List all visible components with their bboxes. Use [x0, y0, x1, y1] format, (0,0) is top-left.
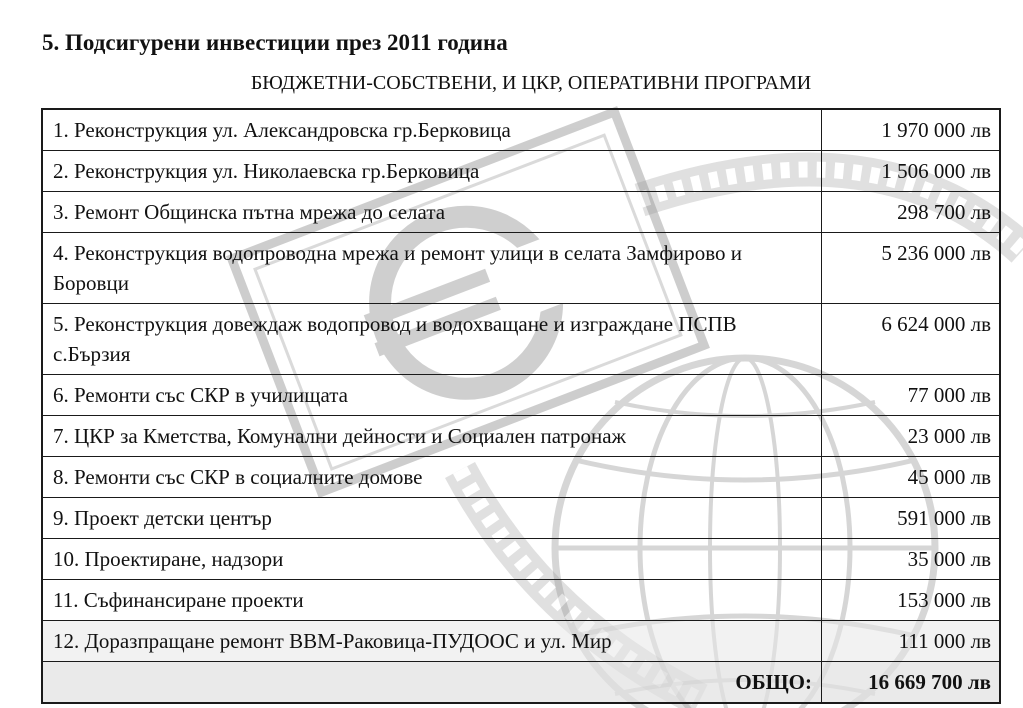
table-subtitle: БЮДЖЕТНИ-СОБСТВЕНИ, И ЦКР, ОПЕРАТИВНИ ПРОГРАМИ: [250, 72, 812, 94]
row-description: 2. Реконструкция ул. Николаевска гр.Берковица: [42, 151, 822, 192]
table-row: [42, 580, 1000, 621]
row-description: 10. Проектиране, надзори: [42, 539, 822, 580]
table-row: [42, 109, 1000, 151]
row-description: 12. Доразпращане ремонт ВВМ-Раковица-ПУДООС и ул. Мир: [42, 621, 822, 662]
row-amount: 153 000 лв: [822, 580, 1001, 621]
table-row: [42, 416, 1000, 457]
row-description: 9. Проект детски център: [42, 498, 822, 539]
table-row: [42, 621, 1000, 662]
row-description: 3. Ремонт Общинска пътна мрежа до селата: [42, 192, 822, 233]
row-description: 8. Ремонти със СКР в социалните домове: [42, 457, 822, 498]
row-amount: 1 970 000 лв: [822, 109, 1001, 151]
row-amount: 77 000 лв: [822, 375, 1001, 416]
investments-table: [41, 108, 1001, 704]
page-title: 5. Подсигурени инвестиции през 2011 година: [42, 30, 508, 55]
table-row: [42, 192, 1000, 233]
table-row: [42, 498, 1000, 539]
row-description: 11. Съфинансиране проекти: [42, 580, 822, 621]
total-amount: 16 669 700 лв: [822, 662, 1001, 704]
table-row: [42, 304, 1000, 375]
row-description: 4. Реконструкция водопроводна мрежа и ремонт улици в селата Замфирово и Боровци: [42, 233, 822, 304]
row-amount: 591 000 лв: [822, 498, 1001, 539]
row-amount: 6 624 000 лв: [822, 304, 1001, 375]
row-amount: 45 000 лв: [822, 457, 1001, 498]
row-amount: 111 000 лв: [822, 621, 1001, 662]
total-row: [42, 662, 1000, 704]
table-row: [42, 539, 1000, 580]
row-amount: 35 000 лв: [822, 539, 1001, 580]
row-description: 6. Ремонти със СКР в училищата: [42, 375, 822, 416]
row-amount: 298 700 лв: [822, 192, 1001, 233]
row-amount: 5 236 000 лв: [822, 233, 1001, 304]
table-row: [42, 375, 1000, 416]
row-amount: 1 506 000 лв: [822, 151, 1001, 192]
row-description: 7. ЦКР за Кметства, Комунални дейности и Социален патронаж: [42, 416, 822, 457]
table-row: [42, 457, 1000, 498]
row-amount: 23 000 лв: [822, 416, 1001, 457]
row-description: 1. Реконструкция ул. Александровска гр.Берковица: [42, 109, 822, 151]
table-row: [42, 151, 1000, 192]
table-row: [42, 233, 1000, 304]
total-label: ОБЩО:: [42, 662, 822, 704]
row-description: 5. Реконструкция довеждаж водопровод и водохващане и изграждане ПСПВ с.Бързия: [42, 304, 822, 375]
